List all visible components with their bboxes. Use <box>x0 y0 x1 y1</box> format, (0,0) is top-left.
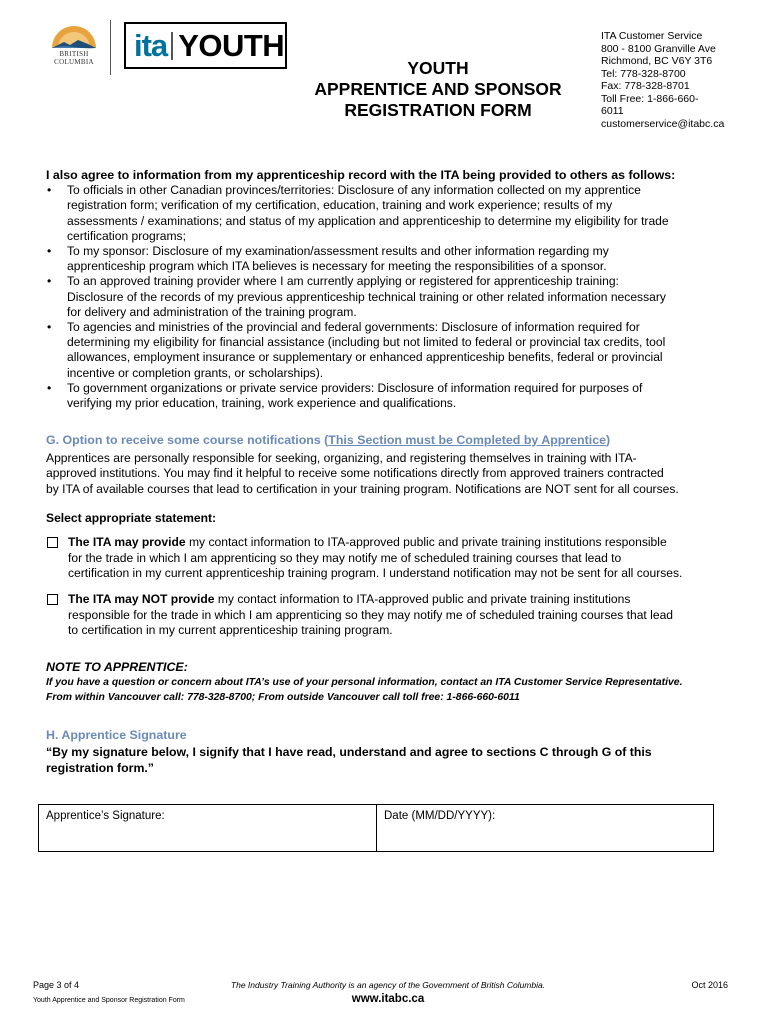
option-may-provide <box>46 535 726 582</box>
signature-statement <box>46 745 726 776</box>
contact-line: Tel: 778-328-8700 <box>601 67 686 80</box>
bullet-line: To government organizations or private service providers: Disclosure of information required for purposes of <box>67 380 643 395</box>
form-title <box>300 58 576 121</box>
contact-email: customerservice@itabc.ca <box>601 117 725 130</box>
bullet-line: allowances, employment insurance or supplementary or enhanced apprenticeship benefits, federal or provincial <box>67 350 663 365</box>
section-g <box>46 433 726 638</box>
intro-line: by ITA of available courses that lead to certification in your training program. Notifications are NOT sent for all courses. <box>46 481 679 496</box>
option-bold: The ITA may NOT provide <box>68 591 215 606</box>
list-item <box>46 274 726 320</box>
note-heading: NOTE TO APPRENTICE: <box>46 660 188 674</box>
list-item <box>46 244 726 274</box>
bullet-line: To my sponsor: Disclosure of my examination/assessment results and other information regarding my <box>67 244 609 259</box>
contact-line: 800 - 8100 Granville Ave <box>601 42 716 55</box>
footer-form-name: Youth Apprentice and Sponsor Registration Form <box>33 997 185 1004</box>
bullet-icon: • <box>47 274 52 289</box>
bullet-line: incentive or completion grants, or scholarships). <box>67 365 324 380</box>
youth-logo-text: YOUTH <box>178 27 285 63</box>
option-line <box>68 535 726 550</box>
form-title-line: REGISTRATION FORM <box>344 100 532 120</box>
intro-line: approved institutions. You may find it helpful to receive some notifications directly from approved trainers contracted <box>46 466 664 481</box>
agreement-heading: I also agree to information from my apprenticeship record with the ITA being provided to others as follows: <box>46 168 676 182</box>
statement-line: registration form.” <box>46 760 154 775</box>
footer-revision-date: Oct 2016 <box>691 980 728 990</box>
section-g-intro <box>46 451 726 497</box>
bullet-line: verifying my prior education, training, work experience and qualifications. <box>67 396 457 411</box>
contact-line: Fax: 778-328-8701 <box>601 80 690 92</box>
may-not-provide-checkbox[interactable] <box>47 594 58 605</box>
bullet-line: assessments / examinations; and status of my application and apprenticeship to determine my eligibility for trade <box>67 213 669 228</box>
bc-logo-line-1: BRITISH <box>59 50 89 58</box>
date-label: Date (MM/DD/YYYY): <box>384 810 496 822</box>
bullet-icon: • <box>47 244 52 259</box>
bullet-line: for delivery and administration of the training program. <box>67 304 357 319</box>
note-body <box>46 675 726 705</box>
option-text: my contact information to ITA-approved public and private training institutions responsible <box>185 535 667 550</box>
contact-line: Richmond, BC V6Y 3T6 <box>601 55 713 67</box>
note-line: If you have a question or concern about ITA’s use of your personal information, contact an ITA Customer Service Representative. <box>46 677 683 688</box>
bullet-icon: • <box>47 320 52 335</box>
apprentice-signature-label: Apprentice’s Signature: <box>46 810 165 822</box>
may-provide-checkbox[interactable] <box>47 537 58 548</box>
bullet-line: registration form; verification of my certification, education, training and work experience; results of my <box>67 198 613 213</box>
option-line: certification in my current apprenticeship training program. I understand notification may not be sent for all courses. <box>68 566 683 581</box>
ita-youth-logo <box>124 22 287 69</box>
bullet-line: certification programs; <box>67 228 186 243</box>
bc-sun-logo-icon <box>44 20 104 50</box>
ita-logo-text: ita <box>134 27 168 63</box>
ita-logo-bar <box>171 32 173 60</box>
option-line: to certification in my current apprenticeship training program. <box>68 623 393 638</box>
option-line: for the trade in which I am apprenticing so they may notify me of scheduled training courses that lead to <box>68 551 622 566</box>
option-line <box>68 592 726 607</box>
contact-block <box>601 30 731 130</box>
contact-line: 6011 <box>601 105 624 117</box>
option-line: responsible for the trade in which I am apprenticing so they may notify me of scheduled training courses that lead <box>68 607 674 622</box>
logo-divider <box>110 20 111 75</box>
apprentice-signature-field[interactable] <box>39 805 377 851</box>
option-bold: The ITA may provide <box>68 535 186 550</box>
list-item <box>46 183 726 244</box>
date-field[interactable] <box>377 805 713 851</box>
bullet-line: apprenticeship program which ITA believes is necessary for meeting the responsibilities of a sponsor. <box>67 259 607 274</box>
section-g-heading-suffix: ) <box>605 433 611 447</box>
form-title-line: YOUTH <box>407 58 469 78</box>
bullet-line: determining my eligibility for financial assistance (including but not limited to federal or provincial tax credits, tool <box>67 335 666 350</box>
contact-line: Toll Free: 1-866-660- <box>601 92 699 105</box>
bullet-icon: • <box>47 380 52 395</box>
form-title-line: APPRENTICE AND SPONSOR <box>314 79 562 99</box>
footer-agency-text: The Industry Training Authority is an agency of the Government of British Columbia. <box>230 980 546 990</box>
note-to-apprentice <box>46 660 726 705</box>
option-may-not-provide <box>46 592 726 639</box>
agreement-section <box>46 168 726 411</box>
bullet-icon: • <box>47 183 52 198</box>
bullet-line: To agencies and ministries of the provincial and federal governments: Disclosure of information required for <box>67 320 640 335</box>
note-line: From within Vancouver call: 778-328-8700; From outside Vancouver call toll free: 1-866-660-6011 <box>46 692 520 703</box>
contact-line: ITA Customer Service <box>601 30 703 42</box>
statement-line: “By my signature below, I signify that I have read, understand and agree to sections C through G of this <box>46 745 652 759</box>
section-g-heading-prefix: G. Option to receive some course notifications ( <box>46 433 329 447</box>
page-footer <box>33 980 728 1010</box>
list-item <box>46 320 726 381</box>
bullet-line: To officials in other Canadian provinces/territories: Disclosure of any information collected on my apprentice <box>67 183 641 198</box>
section-g-heading-required: This Section must be Completed by Apprentice <box>328 433 606 447</box>
signature-table <box>38 804 714 852</box>
section-h-heading: H. Apprentice Signature <box>46 728 187 742</box>
bc-logo-line-2: COLUMBIA <box>54 58 94 66</box>
list-item <box>46 381 726 411</box>
option-text: my contact information to ITA-approved public and private training institutions <box>214 591 631 606</box>
bullet-line: Disclosure of the records of my previous apprenticeship technical training or other related information necessary <box>67 289 666 304</box>
bullet-line: To an approved training provider where I am currently applying or registered for apprenticeship training: <box>67 274 619 289</box>
select-statement-heading: Select appropriate statement: <box>46 510 217 525</box>
agreement-list <box>46 183 726 411</box>
bc-logo-text <box>44 50 104 66</box>
intro-line: Apprentices are personally responsible for seeking, organizing, and registering themselves in training with ITA- <box>46 451 637 466</box>
section-g-heading <box>46 433 726 448</box>
footer-website-link[interactable]: www.itabc.ca <box>351 993 425 1005</box>
section-h <box>46 728 726 776</box>
page-number: Page 3 of 4 <box>33 980 80 990</box>
